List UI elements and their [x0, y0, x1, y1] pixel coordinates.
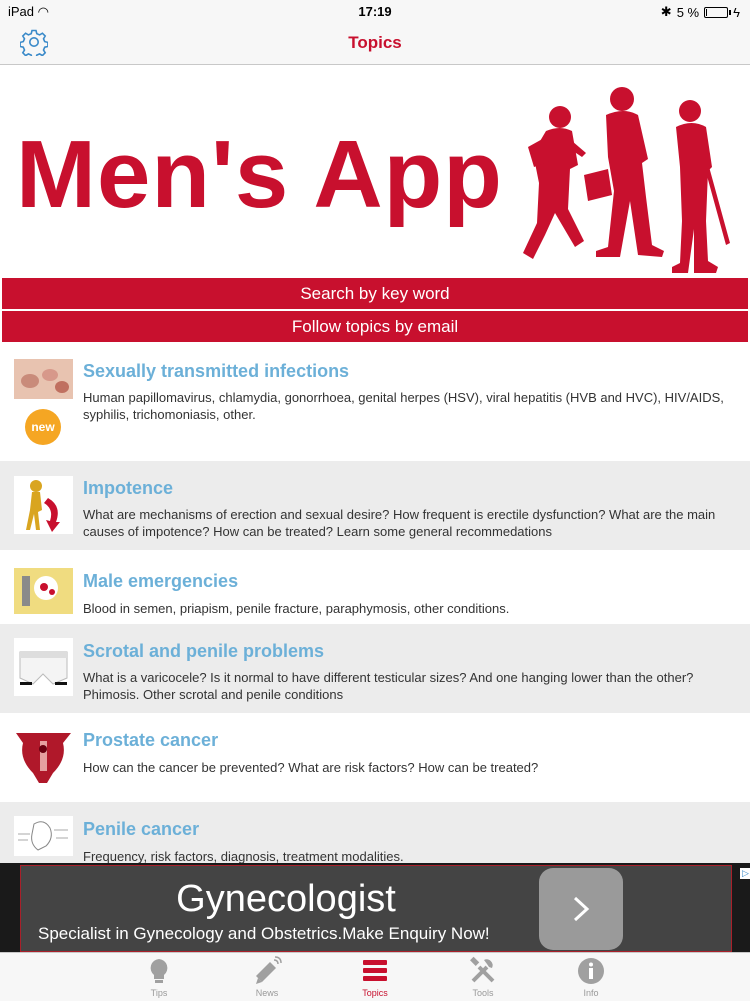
topic-male-emergencies[interactable] — [0, 550, 750, 624]
tab-label: Tools — [472, 988, 494, 998]
app-banner — [0, 65, 750, 277]
status-right — [661, 4, 740, 20]
ad-choices-icon[interactable]: ▷ — [740, 868, 750, 879]
topic-description: Blood in semen, priapism, penile fracture, paraphymosis, other conditions. — [83, 601, 510, 616]
bluetooth-icon: ✱ — [660, 4, 672, 19]
charging-icon: ϟ — [733, 4, 740, 20]
tab-label: Topics — [362, 988, 388, 998]
megaphone-icon — [252, 956, 282, 986]
svg-text:new: new — [31, 420, 55, 434]
tab-bar — [0, 952, 750, 1001]
navigation-bar — [0, 22, 750, 65]
app-logo-text: Men's App — [16, 121, 503, 228]
sti-thumbnail-icon — [14, 359, 73, 399]
topic-description: How can the cancer be prevented? What are risk factors? How can be treated? — [83, 760, 539, 775]
topic-title: Impotence — [83, 478, 174, 498]
topic-title: Scrotal and penile problems — [83, 641, 325, 661]
topic-description: What are mechanisms of erection and sexual desire? How frequent is erectile dysfunction? What are the main causes of impotence? How can be treated? Learn some general recommedations — [83, 507, 716, 539]
tab-news[interactable] — [213, 953, 321, 1001]
tab-info[interactable] — [537, 953, 645, 1001]
prostate-thumbnail-icon — [14, 727, 73, 785]
topic-title: Male emergencies — [83, 571, 239, 591]
list-icon — [360, 956, 390, 986]
chevron-right-icon — [569, 895, 593, 923]
page-title: Topics — [348, 33, 402, 52]
tab-label: Tips — [150, 988, 168, 998]
topic-prostate-cancer[interactable] — [0, 713, 750, 802]
search-by-keyword-button[interactable]: Search by key word — [2, 278, 748, 309]
follow-topics-email-button[interactable]: Follow topics by email — [2, 311, 748, 342]
advertisement-banner[interactable] — [0, 863, 750, 952]
ad-open-button[interactable] — [539, 868, 623, 950]
topic-penile-cancer[interactable] — [0, 802, 750, 863]
ad-content[interactable] — [20, 865, 749, 952]
new-badge-icon — [24, 408, 62, 446]
topics-list — [0, 345, 750, 863]
topic-impotence[interactable] — [0, 461, 750, 550]
tab-label: News — [255, 988, 279, 998]
topic-title: Sexually transmitted infections — [83, 361, 350, 381]
penile-cancer-thumbnail-icon — [14, 816, 73, 856]
topic-description: Human papillomavirus, chlamydia, gonorrhoea, genital herpes (HSV), viral hepatitis (HVB and HVC), HIV/AIDS, syphilis, trichomoniasis, other. — [83, 390, 724, 422]
lightbulb-icon — [144, 956, 174, 986]
tab-topics[interactable] — [321, 953, 429, 1001]
wifi-icon: ◠ — [37, 4, 49, 19]
topic-title: Penile cancer — [83, 819, 200, 839]
status-bar — [0, 0, 750, 22]
impotence-thumbnail-icon — [14, 476, 73, 534]
tab-tips[interactable] — [105, 953, 213, 1001]
topic-description: What is a varicocele? Is it normal to have different testicular sizes? And one hanging lower than the other? Phimosis. Other scrotal and penile conditions — [83, 670, 694, 702]
info-icon — [576, 956, 606, 986]
topic-sexually-transmitted-infections[interactable] — [0, 345, 750, 461]
device-label: iPad ◠ — [8, 4, 49, 19]
topic-title: Prostate cancer — [83, 730, 219, 750]
ad-headline: Gynecologist — [176, 878, 396, 920]
tab-label: Info — [583, 988, 599, 998]
ad-subtext: Specialist in Gynecology and Obstetrics.Make Enquiry Now! — [38, 924, 490, 943]
battery-percent: 5 % — [676, 4, 700, 20]
topic-scrotal-penile-problems[interactable] — [0, 624, 750, 713]
walking-men-logo-icon — [500, 85, 740, 275]
battery-icon — [704, 7, 728, 18]
topic-description: Frequency, risk factors, diagnosis, treatment modalities. — [83, 849, 404, 863]
tools-icon — [468, 956, 498, 986]
underwear-thumbnail-icon — [14, 638, 73, 696]
tab-tools[interactable] — [429, 953, 537, 1001]
emergency-thumbnail-icon — [14, 568, 73, 614]
clock: 17:19 — [358, 4, 392, 19]
